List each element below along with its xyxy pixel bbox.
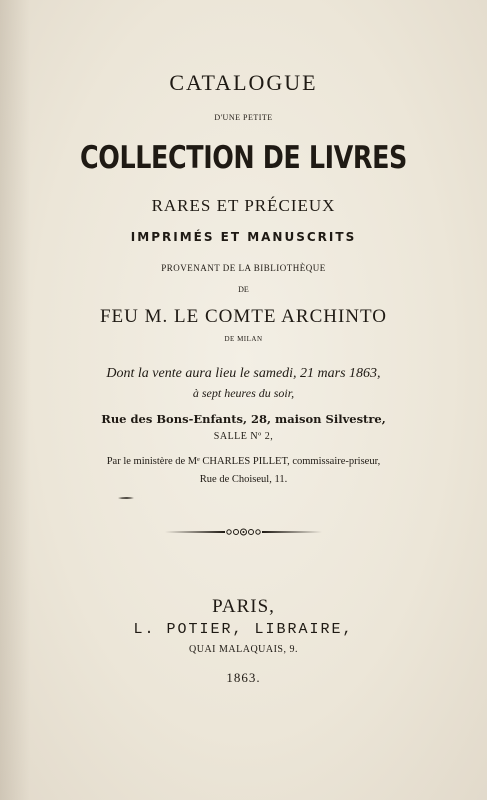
imprint-city: PARIS, bbox=[212, 596, 275, 617]
sale-time-text: à sept heures du soir, bbox=[192, 386, 295, 400]
imprint-year: 1863. bbox=[226, 670, 261, 685]
dune-petite-text: D'UNE PETITE bbox=[214, 113, 273, 122]
sale-address: Rue des Bons-Enfants, 28, maison Silvestre, bbox=[101, 412, 386, 426]
imprint-address: QUAI MALAQUAIS, 9. bbox=[189, 644, 298, 655]
rares-subtitle: RARES ET PRÉCIEUX bbox=[151, 196, 336, 215]
collection-title: COLLECTION DE LIVRES bbox=[80, 140, 407, 176]
de-milan-text: DE MILAN bbox=[224, 335, 263, 343]
owner-name: FEU M. LE COMTE ARCHINTO bbox=[99, 306, 388, 327]
ink-mark bbox=[118, 496, 134, 500]
imprint-publisher: L. POTIER, LIBRAIRE, bbox=[133, 621, 354, 638]
auctioneer-address: Rue de Choiseul, 11. bbox=[199, 474, 288, 485]
provenant-text: PROVENANT DE LA BIBLIOTHÈQUE bbox=[161, 263, 326, 273]
auctioneer-text: Par le ministère de Mᵉ CHARLES PILLET, commissaire-priseur, bbox=[106, 456, 381, 467]
salle-text: SALLE Nº 2, bbox=[213, 431, 274, 442]
catalogue-heading: CATALOGUE bbox=[169, 70, 318, 95]
sale-date-text: Dont la vente aura lieu le samedi, 21 mars 1863, bbox=[106, 366, 381, 381]
imprimes-subtitle: IMPRIMÉS ET MANUSCRITS bbox=[130, 230, 357, 244]
ornament-rule bbox=[165, 527, 322, 537]
de-text: DE bbox=[238, 285, 249, 294]
